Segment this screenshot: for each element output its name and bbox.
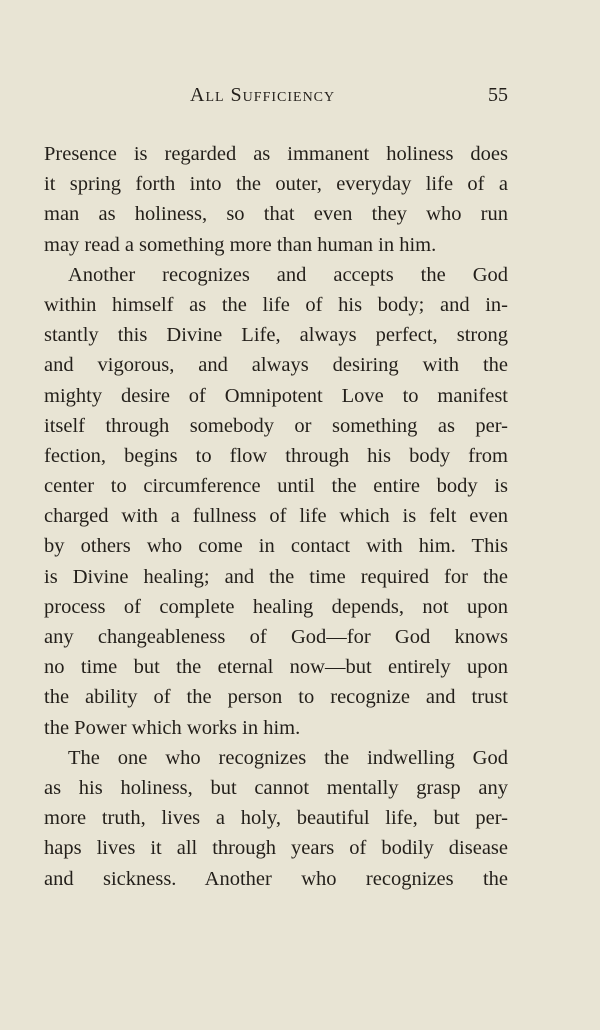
- page-header: [44, 84, 508, 110]
- text-line: process of complete healing depends, not upon: [44, 595, 508, 618]
- text-line: haps lives it all through years of bodily disease: [44, 837, 508, 860]
- text-line: itself through somebody or something as per-: [44, 414, 508, 437]
- text-line: Presence is regarded as immanent holiness does: [44, 143, 508, 165]
- text-line: and vigorous, and always desiring with the: [44, 354, 508, 377]
- text-line: any changeableness of God—for God knows: [44, 626, 508, 648]
- page-number: 55: [488, 84, 508, 106]
- text-line: within himself as the life of his body; and in-: [44, 293, 508, 316]
- text-line: center to circumference until the entire body is: [44, 475, 508, 498]
- text-line: and sickness. Another who recognizes the: [44, 867, 508, 890]
- text-line: The one who recognizes the indwelling God: [68, 746, 508, 769]
- text-line: charged with a fullness of life which is felt even: [44, 505, 508, 528]
- text-line: may read a something more than human in him.: [44, 233, 437, 256]
- text-line: man as holiness, so that even they who run: [44, 203, 508, 226]
- text-line: stantly this Divine Life, always perfect, strong: [44, 324, 508, 347]
- text-line: by others who come in contact with him. This: [44, 535, 508, 558]
- text-line: it spring forth into the outer, everyday life of a: [44, 173, 508, 196]
- running-title: All Sufficiency: [190, 84, 336, 106]
- text-line: more truth, lives a holy, beautiful life, but per-: [44, 807, 508, 830]
- text-line: the ability of the person to recognize and trust: [44, 686, 508, 709]
- text-line: Another recognizes and accepts the God: [68, 263, 508, 286]
- text-line: the Power which works in him.: [44, 716, 301, 739]
- text-line: mighty desire of Omnipotent Love to manifest: [44, 384, 508, 407]
- body-text: [44, 139, 508, 894]
- text-line: is Divine healing; and the time required for the: [44, 565, 508, 588]
- text-line: fection, begins to flow through his body from: [44, 444, 508, 467]
- text-line: no time but the eternal now—but entirely upon: [44, 656, 508, 679]
- text-line: as his holiness, but cannot mentally grasp any: [44, 776, 508, 799]
